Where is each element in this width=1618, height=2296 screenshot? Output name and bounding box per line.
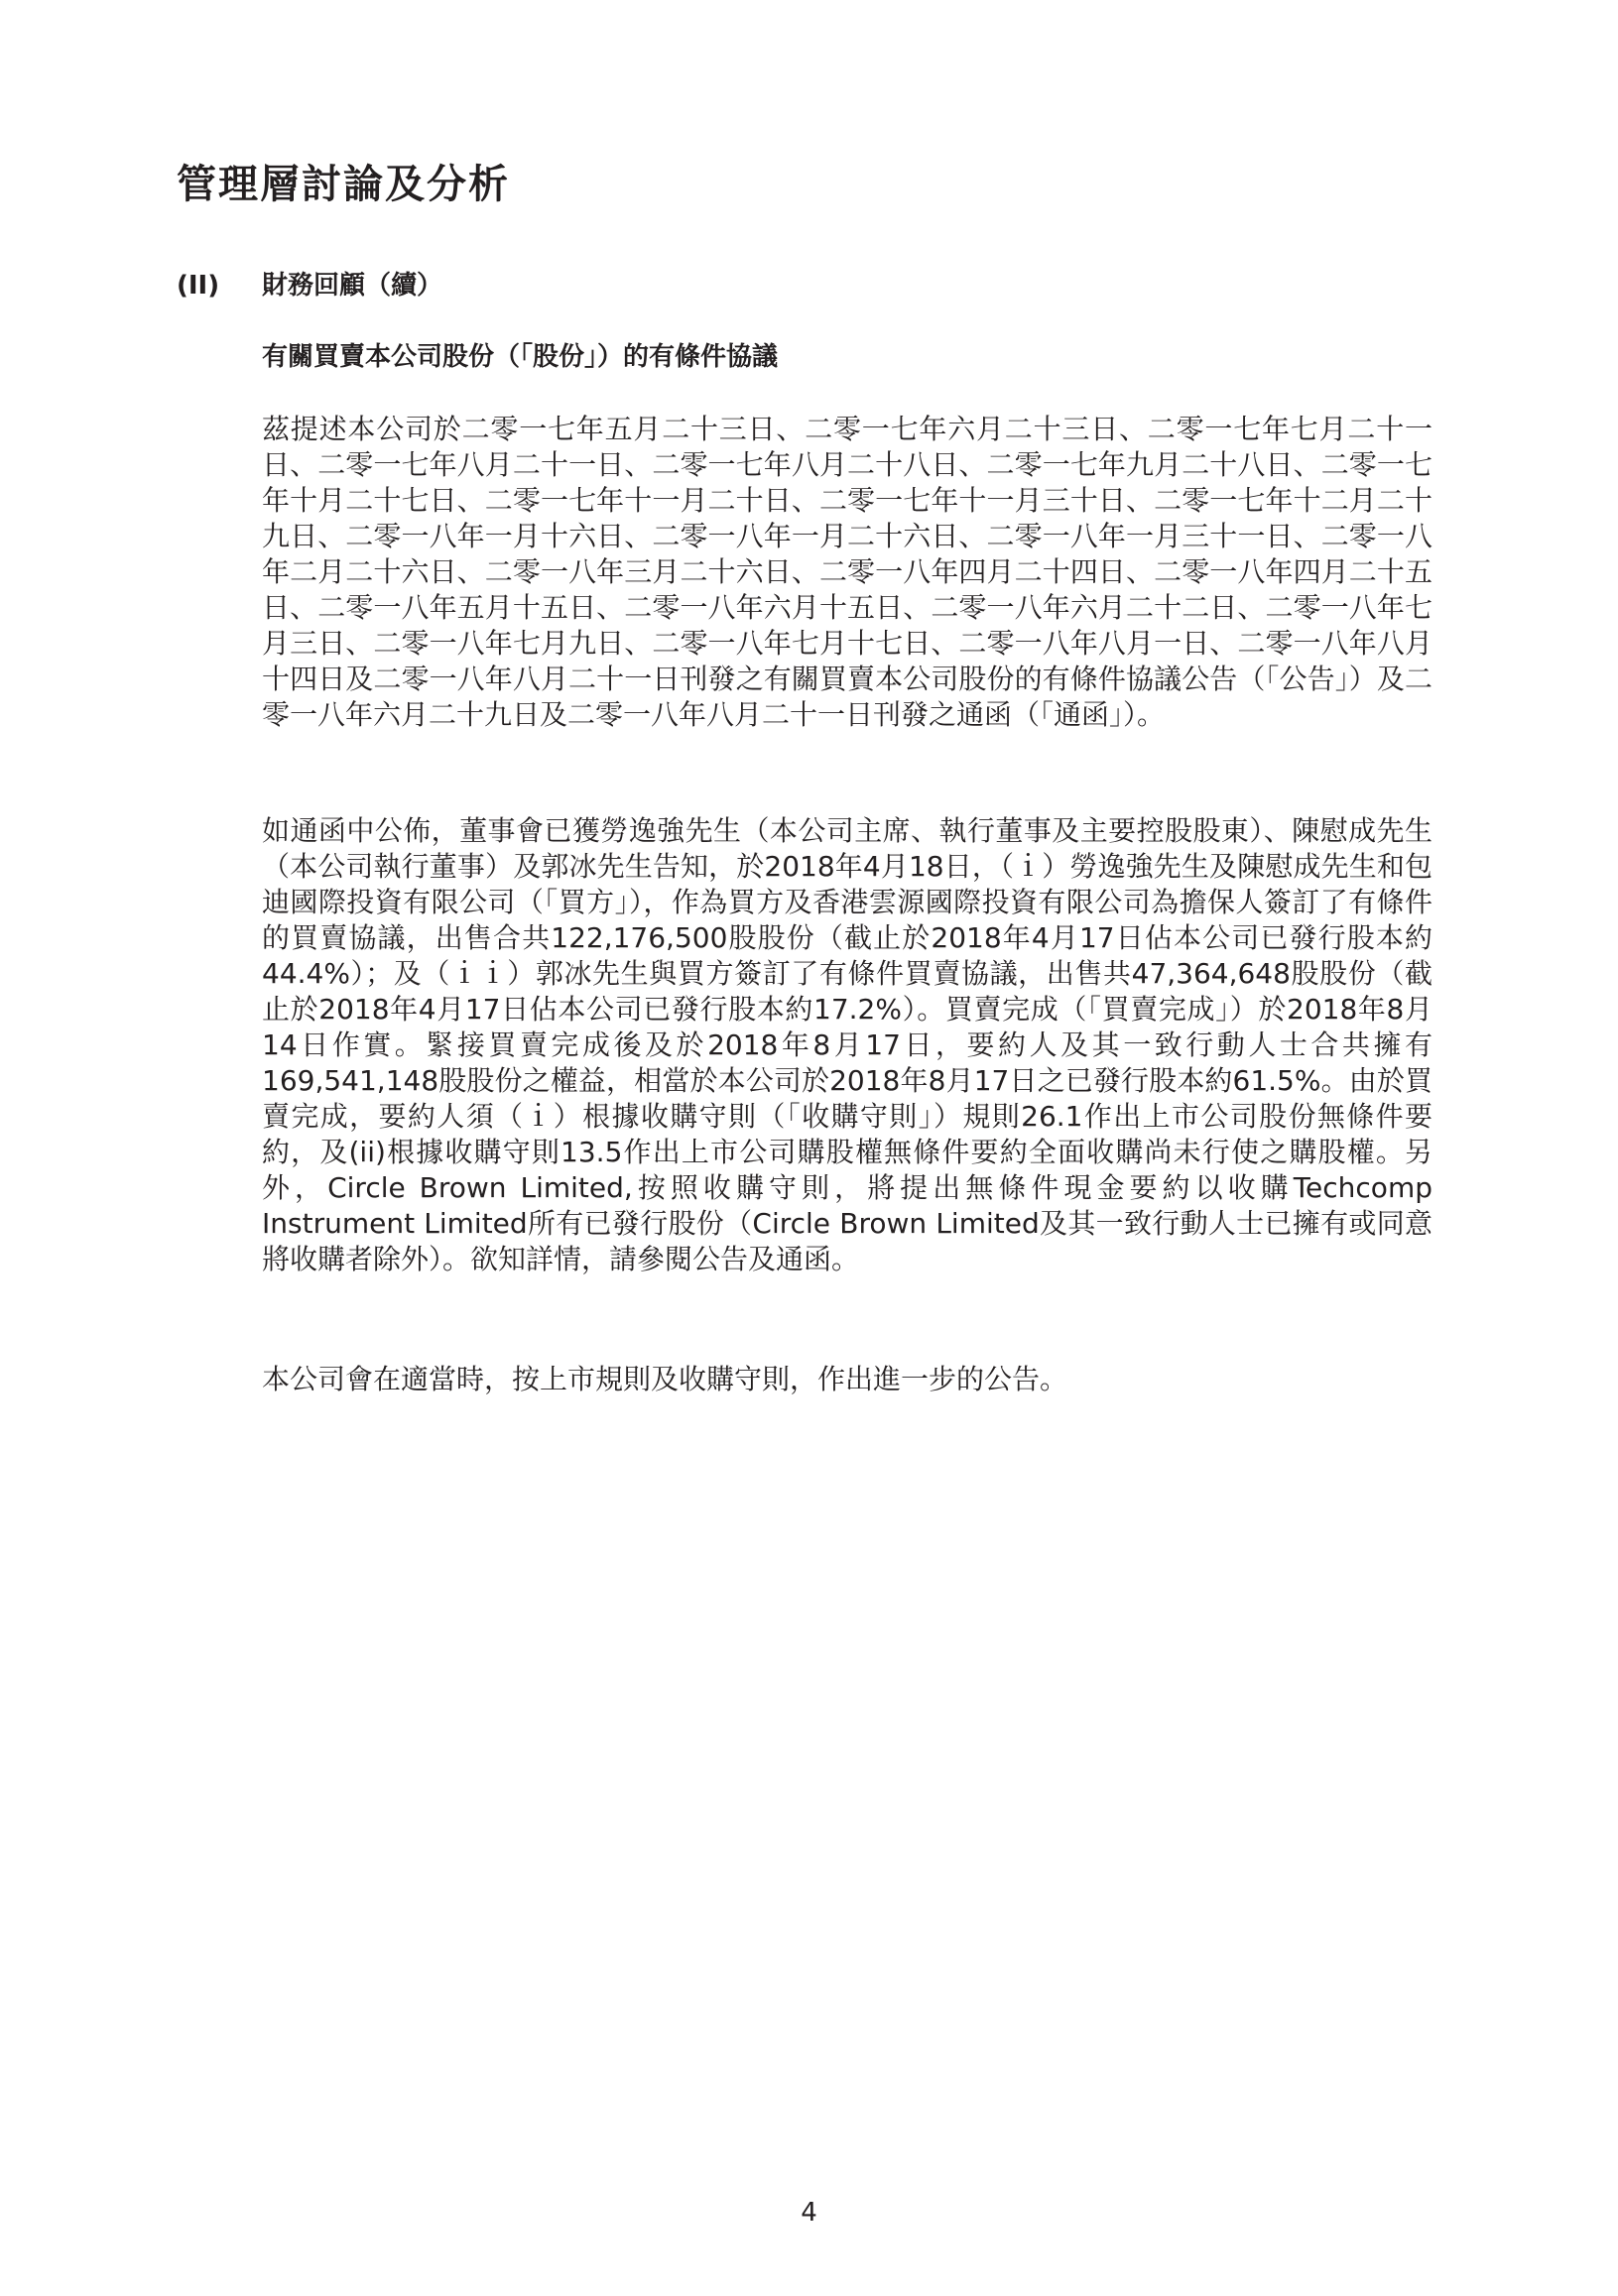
section-title: 財務回顧（續） xyxy=(262,271,443,301)
subsection-title: 有關買賣本公司股份（「股份」）的有條件協議 xyxy=(262,342,779,372)
page-number: 4 xyxy=(801,2198,817,2228)
paragraph-further-announcement: 本公司會在適當時，按上市規則及收購守則，作出進一步的公告。 xyxy=(262,1363,1068,1395)
section-number: (II) xyxy=(177,271,220,301)
paragraph-share-sale-details: 如通函中公佈，董事會已獲勞逸強先生（本公司主席、執行董事及主要控股股東）、陳慰成先生（本公司執行董事）及郭冰先生告知，於2018年4月18日，（ｉ）勞逸強先生及陳慰成先生和包迪國際投資有限公司（「買方」），作為買方及香港雲源國際投資有限公司為擔保人簽訂了有條件的買賣協議，出售合共122,176,500股股份（截止於2018年4月17日佔本公司已發行股本約44.4%）；及（ｉｉ）郭冰先生與買方簽訂了有條件買賣協議，出售共47,364,648股股份（截止於2018年4月17日佔本公司已發行股本約17.2%）。買賣完成（「買賣完成」）於2018年8月14日作實。緊接買賣完成後及於2018年8月17日，要約人及其一致行動人士合共擁有169,541,148股股份之權益，相當於本公司於2018年8月17日之已發行股本約61.5%。由於買賣完成，要約人須（ｉ）根據收購守則（「收購守則」）規則26.1作出上市公司股份無條件要約，及(ii)根據收購守則13.5作出上市公司購股權無條件要約全面收購尚未行使之購股權。另外，Circle Brown Limited,按照收購守則，將提出無條件現金要約以收購Techcomp Instrument Limited所有已發行股份（Circle Brown Limited及其一致行動人士已擁有或同意將收購者除外）。欲知詳情，請參閱公告及通函。 xyxy=(262,814,1432,1275)
section-heading xyxy=(177,266,1466,305)
paragraph-announcement-references: 茲提述本公司於二零一七年五月二十三日、二零一七年六月二十三日、二零一七年七月二十一日、二零一七年八月二十一日、二零一七年八月二十八日、二零一七年九月二十八日、二零一七年十月二十七日、二零一七年十一月二十日、二零一七年十一月三十日、二零一七年十二月二十九日、二零一八年一月十六日、二零一八年一月二十六日、二零一八年一月三十一日、二零一八年二月二十六日、二零一八年三月二十六日、二零一八年四月二十四日、二零一八年四月二十五日、二零一八年五月十五日、二零一八年六月十五日、二零一八年六月二十二日、二零一八年七月三日、二零一八年七月九日、二零一八年七月十七日、二零一八年八月一日、二零一八年八月十四日及二零一八年八月二十一日刊發之有關買賣本公司股份的有條件協議公告（「公告」）及二零一八年六月二十九日及二零一八年八月二十一日刊發之通函（「通函」）。 xyxy=(262,413,1432,731)
page-title: 管理層討論及分析 xyxy=(177,162,510,207)
